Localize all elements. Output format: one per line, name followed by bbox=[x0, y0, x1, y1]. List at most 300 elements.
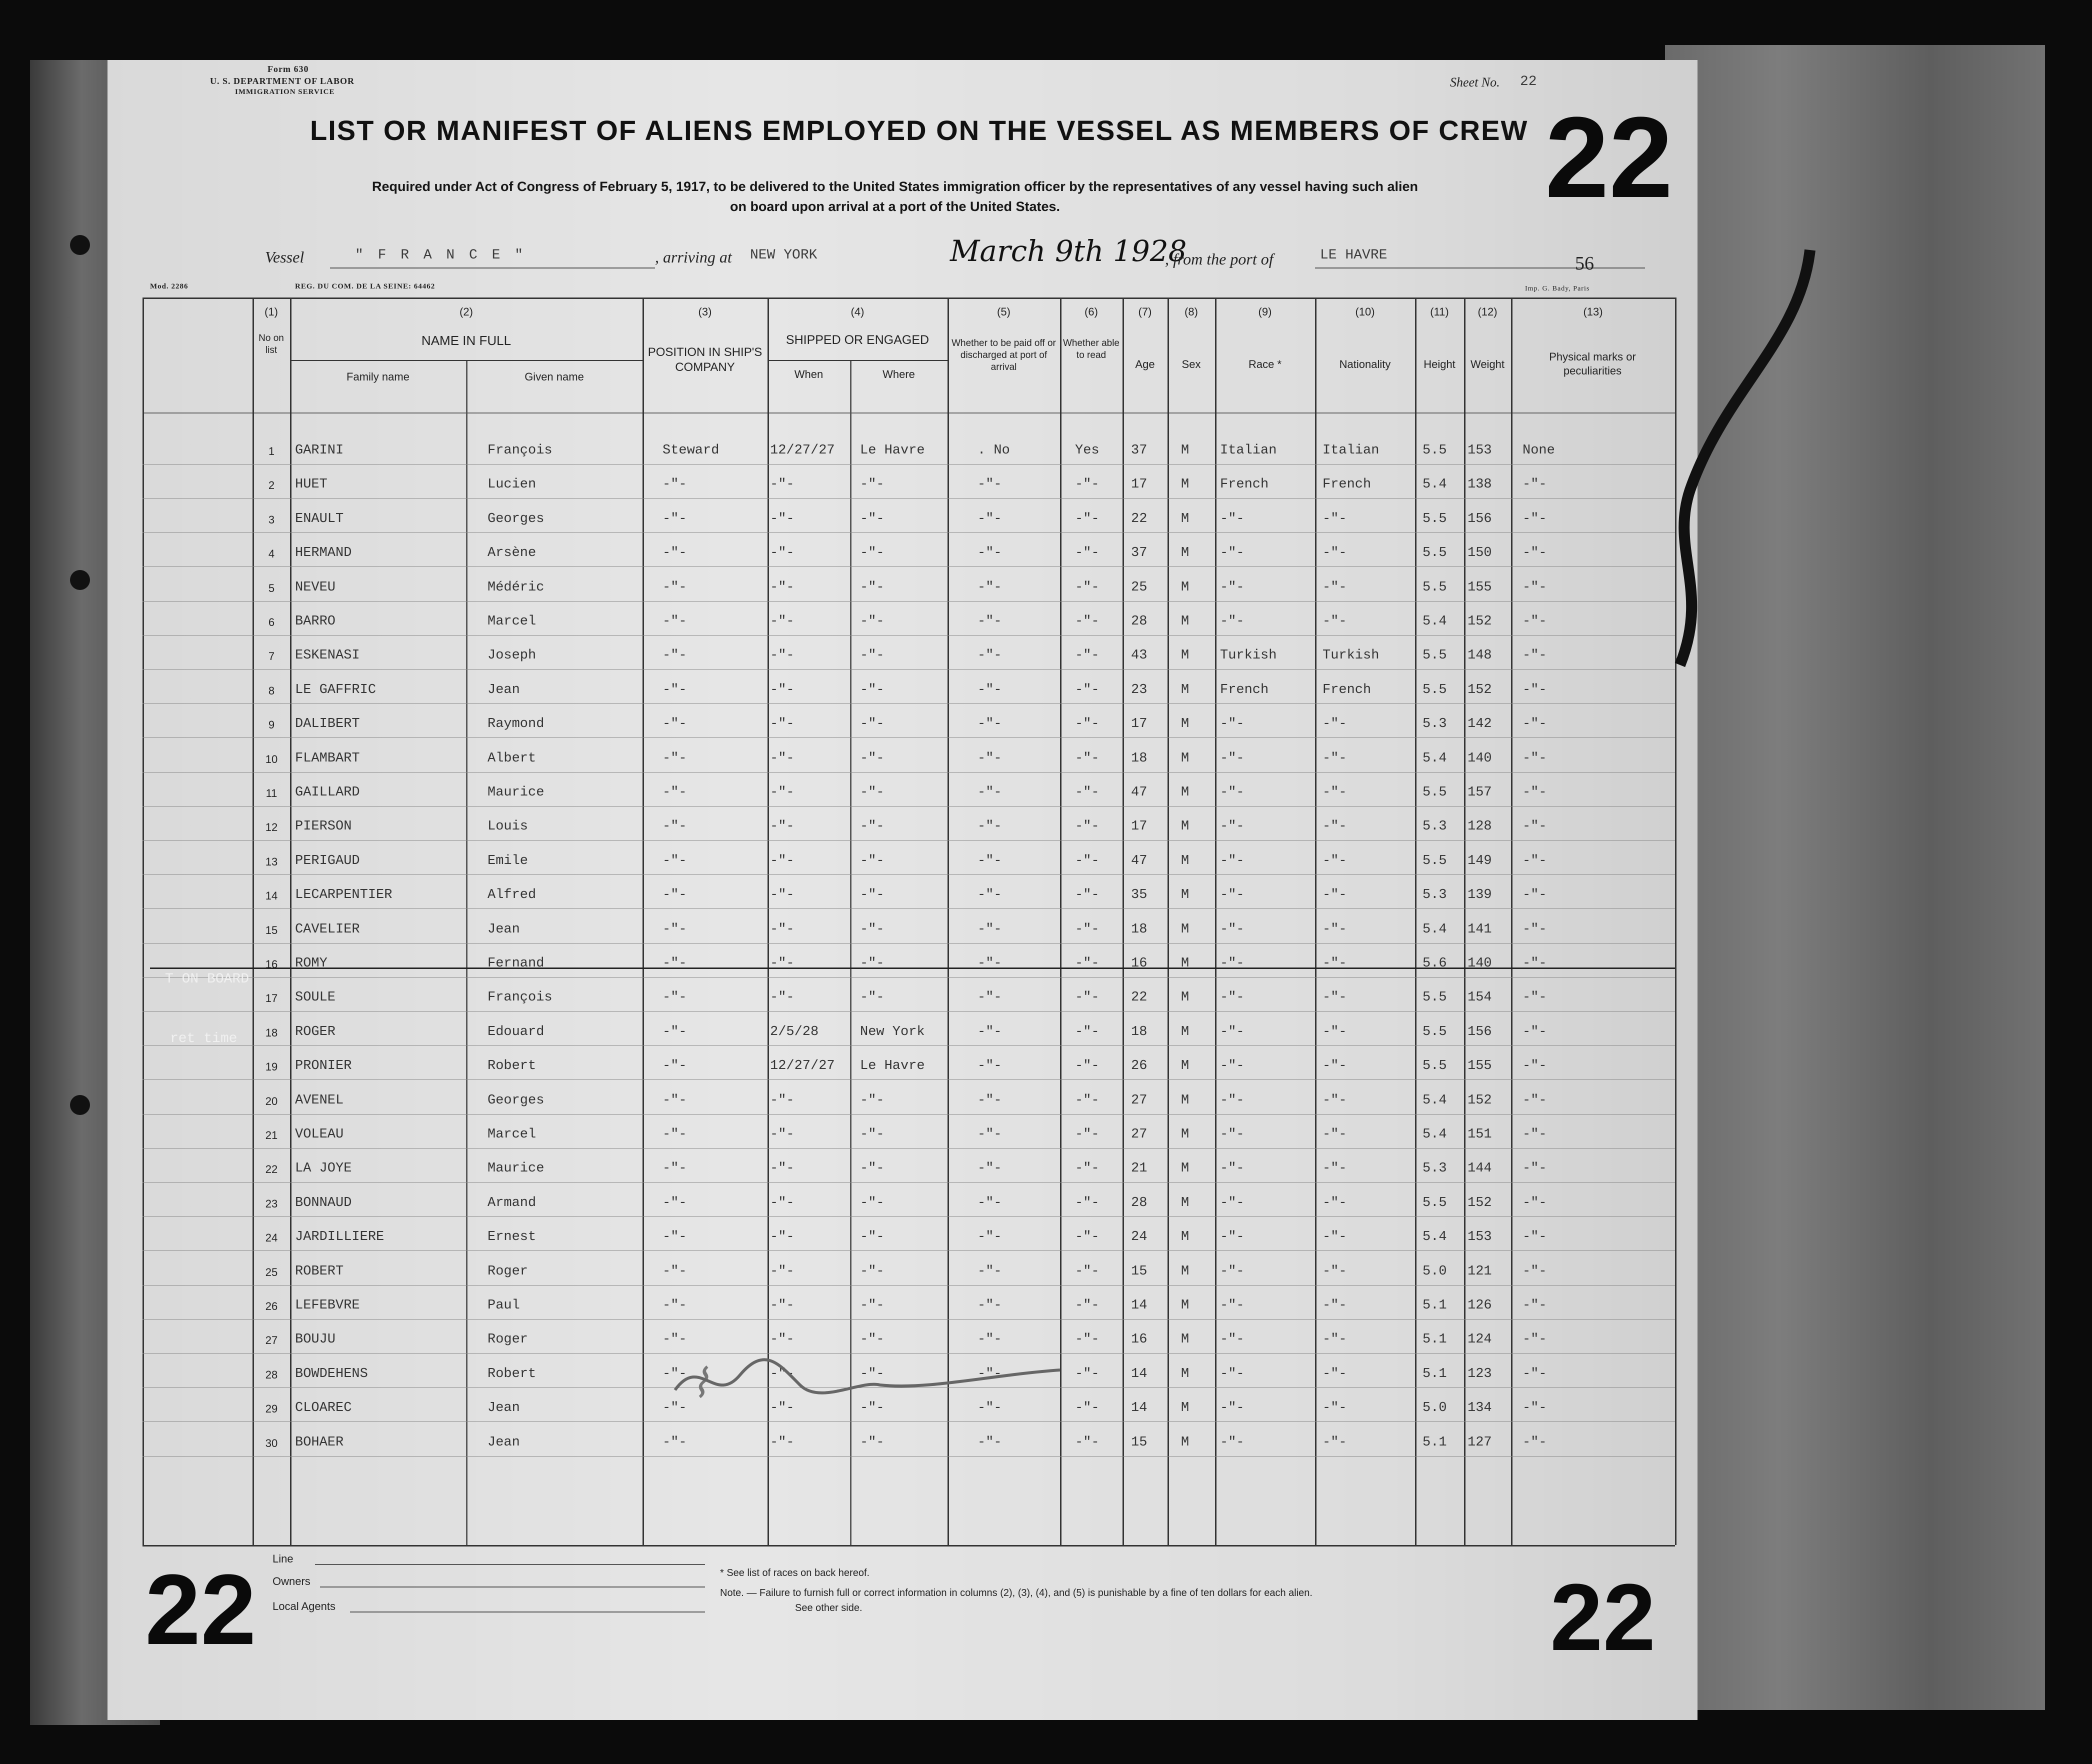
cell-when: 12/27/27 bbox=[770, 443, 835, 458]
cell-position: -"- bbox=[662, 1435, 687, 1450]
row-number: 29 bbox=[265, 1402, 278, 1415]
cell-read: -"- bbox=[1075, 546, 1100, 560]
row-rule bbox=[142, 943, 1675, 944]
cell-age: 14 bbox=[1131, 1298, 1148, 1313]
cell-height: 5.5 bbox=[1422, 443, 1447, 458]
cell-marks: -"- bbox=[1522, 819, 1547, 834]
table-bottom-border bbox=[142, 1545, 1675, 1546]
cell-family: PRONIER bbox=[295, 1058, 352, 1074]
col8-number: (8) bbox=[1184, 306, 1198, 318]
cell-where: -"- bbox=[860, 990, 884, 1005]
cell-read: -"- bbox=[1075, 956, 1100, 971]
row-rule bbox=[142, 601, 1675, 602]
table-header-border bbox=[142, 412, 1675, 414]
col4-number: (4) bbox=[850, 306, 864, 318]
cell-nat: -"- bbox=[1322, 1264, 1347, 1279]
cell-age: 14 bbox=[1131, 1400, 1148, 1416]
cell-position: -"- bbox=[662, 1093, 687, 1108]
cell-paid: -"- bbox=[978, 854, 1002, 868]
cell-race: -"- bbox=[1220, 956, 1244, 971]
cell-nat: -"- bbox=[1322, 546, 1347, 560]
binder-hole bbox=[70, 1095, 90, 1115]
row-number: 18 bbox=[265, 1026, 278, 1039]
cell-when: -"- bbox=[770, 1264, 794, 1279]
cell-height: 5.4 bbox=[1422, 477, 1447, 492]
cell-given: Joseph bbox=[488, 648, 536, 663]
cell-nat: Turkish bbox=[1322, 648, 1380, 663]
cell-height: 5.5 bbox=[1422, 1024, 1447, 1040]
cell-age: 16 bbox=[1131, 956, 1148, 971]
cell-paid: -"- bbox=[978, 1264, 1002, 1279]
row-rule bbox=[142, 1011, 1675, 1012]
cell-where: -"- bbox=[860, 1435, 884, 1450]
cell-marks: -"- bbox=[1522, 854, 1547, 868]
handwritten-signature: ⌇ bbox=[690, 1360, 710, 1406]
cell-weight: 157 bbox=[1468, 785, 1492, 800]
cell-given: Marcel bbox=[488, 1127, 536, 1142]
cell-sex: M bbox=[1181, 956, 1190, 971]
cell-where: -"- bbox=[860, 1264, 884, 1279]
cell-height: 5.4 bbox=[1422, 1093, 1447, 1108]
cell-family: GAILLARD bbox=[295, 785, 360, 800]
cell-age: 37 bbox=[1131, 443, 1148, 458]
cell-position: -"- bbox=[662, 1127, 687, 1142]
cell-sex: M bbox=[1181, 477, 1190, 492]
cell-marks: -"- bbox=[1522, 1161, 1547, 1176]
cell-paid: -"- bbox=[978, 990, 1002, 1005]
cell-when: -"- bbox=[770, 580, 794, 595]
col3-header: POSITION IN SHIP'S COMPANY bbox=[648, 346, 762, 374]
cell-where: -"- bbox=[860, 1332, 884, 1347]
cell-position: -"- bbox=[662, 1366, 687, 1382]
row-number: 5 bbox=[268, 582, 275, 594]
cell-height: 5.3 bbox=[1422, 819, 1447, 834]
cell-weight: 156 bbox=[1468, 512, 1492, 526]
marks-header: Physical marks or peculiarities bbox=[1549, 350, 1636, 377]
cell-weight: 138 bbox=[1468, 477, 1492, 492]
cell-when: -"- bbox=[770, 1366, 794, 1382]
cell-when: -"- bbox=[770, 1127, 794, 1142]
cell-height: 5.3 bbox=[1422, 1161, 1447, 1176]
cell-race: -"- bbox=[1220, 580, 1244, 595]
cell-paid: -"- bbox=[978, 785, 1002, 800]
cell-sex: M bbox=[1181, 1332, 1190, 1347]
cell-given: Paul bbox=[488, 1298, 520, 1313]
cell-position: -"- bbox=[662, 1332, 687, 1347]
cell-when: -"- bbox=[770, 614, 794, 629]
cell-height: 5.5 bbox=[1422, 1058, 1447, 1074]
cell-marks: -"- bbox=[1522, 1400, 1547, 1416]
cell-given: Maurice bbox=[488, 785, 544, 800]
cell-age: 43 bbox=[1131, 648, 1148, 663]
arrival-date: March 9th 1928 bbox=[950, 234, 1187, 268]
departure-port: LE HAVRE bbox=[1320, 248, 1388, 263]
cell-sex: M bbox=[1181, 1230, 1190, 1244]
cell-given: Lucien bbox=[488, 477, 536, 492]
cell-given: Edouard bbox=[488, 1024, 544, 1040]
col4-header: SHIPPED OR ENGAGED bbox=[786, 333, 930, 347]
col-border bbox=[1315, 298, 1316, 1545]
cell-age: 18 bbox=[1131, 1024, 1148, 1040]
cell-where: -"- bbox=[860, 682, 884, 698]
cell-nat: -"- bbox=[1322, 1058, 1347, 1074]
cell-sex: M bbox=[1181, 443, 1190, 458]
cell-nat: -"- bbox=[1322, 580, 1347, 595]
cell-age: 15 bbox=[1131, 1264, 1148, 1279]
cell-marks: -"- bbox=[1522, 888, 1547, 902]
cell-when: -"- bbox=[770, 1161, 794, 1176]
cell-race: -"- bbox=[1220, 751, 1244, 766]
cell-age: 14 bbox=[1131, 1366, 1148, 1382]
row-rule bbox=[142, 669, 1675, 670]
cell-weight: 124 bbox=[1468, 1332, 1492, 1347]
cell-weight: 142 bbox=[1468, 716, 1492, 732]
col12-number: (12) bbox=[1478, 306, 1498, 318]
department: U. S. DEPARTMENT OF LABOR bbox=[210, 76, 355, 86]
footer-local-agents: Local Agents bbox=[272, 1600, 336, 1612]
row-number: 1 bbox=[268, 445, 275, 458]
col-border bbox=[642, 298, 644, 1545]
cell-position: -"- bbox=[662, 1161, 687, 1176]
cell-height: 5.5 bbox=[1422, 546, 1447, 560]
cell-when: 12/27/27 bbox=[770, 1058, 835, 1074]
cell-nat: -"- bbox=[1322, 990, 1347, 1005]
cell-age: 26 bbox=[1131, 1058, 1148, 1074]
cell-family: ROGER bbox=[295, 1024, 336, 1040]
cell-when: -"- bbox=[770, 819, 794, 834]
cell-given: Ernest bbox=[488, 1230, 536, 1244]
cell-read: -"- bbox=[1075, 1332, 1100, 1347]
subheader-border bbox=[768, 360, 948, 361]
cell-when: -"- bbox=[770, 716, 794, 732]
cell-race: -"- bbox=[1220, 1161, 1244, 1176]
cell-height: 5.4 bbox=[1422, 1230, 1447, 1244]
cell-position: -"- bbox=[662, 956, 687, 971]
cell-where: -"- bbox=[860, 1196, 884, 1210]
col5-number: (5) bbox=[997, 306, 1010, 318]
cell-given: Roger bbox=[488, 1264, 528, 1279]
cell-position: -"- bbox=[662, 477, 687, 492]
cell-nat: French bbox=[1322, 477, 1372, 492]
cell-family: ESKENASI bbox=[295, 648, 360, 663]
cell-marks: -"- bbox=[1522, 580, 1547, 595]
cell-nat: -"- bbox=[1322, 819, 1347, 834]
vessel-name: " F R A N C E " bbox=[355, 248, 526, 263]
cell-position: -"- bbox=[662, 1058, 687, 1074]
cell-given: François bbox=[488, 443, 552, 458]
cell-age: 15 bbox=[1131, 1435, 1148, 1450]
cell-marks: -"- bbox=[1522, 1093, 1547, 1108]
footer-note-fine: Note. — Failure to furnish full or correct information in columns (2), (3), (4), and (5) is punishable by a fine of ten dollars for each alien. bbox=[720, 1588, 1312, 1598]
sheet-label: Sheet No. bbox=[1450, 75, 1500, 90]
binder-hole bbox=[70, 570, 90, 590]
cell-height: 5.1 bbox=[1422, 1366, 1447, 1382]
cell-race: French bbox=[1220, 682, 1269, 698]
table-top-border bbox=[142, 298, 1675, 299]
cell-paid: -"- bbox=[978, 751, 1002, 766]
cell-sex: M bbox=[1181, 1127, 1190, 1142]
cell-when: -"- bbox=[770, 477, 794, 492]
col6-number: (6) bbox=[1084, 306, 1098, 318]
cell-where: -"- bbox=[860, 546, 884, 560]
cell-weight: 126 bbox=[1468, 1298, 1492, 1313]
cell-family: ROMY bbox=[295, 956, 328, 971]
cell-given: Albert bbox=[488, 751, 536, 766]
cell-given: Médéric bbox=[488, 580, 544, 595]
cell-where: -"- bbox=[860, 1127, 884, 1142]
cell-height: 5.4 bbox=[1422, 922, 1447, 937]
cell-family: CAVELIER bbox=[295, 922, 360, 937]
cell-nat: -"- bbox=[1322, 1366, 1347, 1382]
col7-number: (7) bbox=[1138, 306, 1152, 318]
cell-weight: 152 bbox=[1468, 1093, 1492, 1108]
cell-weight: 121 bbox=[1468, 1264, 1492, 1279]
cell-height: 5.5 bbox=[1422, 854, 1447, 868]
cell-paid: -"- bbox=[978, 648, 1002, 663]
cell-nat: -"- bbox=[1322, 1024, 1347, 1040]
cell-where: -"- bbox=[860, 580, 884, 595]
cell-nat: -"- bbox=[1322, 1093, 1347, 1108]
cell-race: -"- bbox=[1220, 785, 1244, 800]
col2-header: NAME IN FULL bbox=[421, 333, 512, 348]
row-number: 21 bbox=[265, 1129, 278, 1142]
row-rule bbox=[142, 1285, 1675, 1286]
cell-family: BONNAUD bbox=[295, 1196, 352, 1210]
cell-height: 5.5 bbox=[1422, 580, 1447, 595]
footer-note-see-other-side: See other side. bbox=[795, 1602, 862, 1614]
cell-family: ENAULT bbox=[295, 512, 344, 526]
cell-read: -"- bbox=[1075, 1264, 1100, 1279]
cell-paid: -"- bbox=[978, 956, 1002, 971]
row-rule bbox=[142, 1319, 1675, 1320]
cell-read: -"- bbox=[1075, 1230, 1100, 1244]
cell-position: -"- bbox=[662, 580, 687, 595]
cell-paid: -"- bbox=[978, 580, 1002, 595]
cell-nat: -"- bbox=[1322, 854, 1347, 868]
cell-position: -"- bbox=[662, 546, 687, 560]
cell-where: -"- bbox=[860, 1400, 884, 1416]
cell-family: FLAMBART bbox=[295, 751, 360, 766]
cell-position: -"- bbox=[662, 614, 687, 629]
cell-race: -"- bbox=[1220, 1024, 1244, 1040]
cell-read: -"- bbox=[1075, 1127, 1100, 1142]
cell-nat: -"- bbox=[1322, 1435, 1347, 1450]
cell-paid: . No bbox=[978, 443, 1010, 458]
cell-given: Raymond bbox=[488, 716, 544, 732]
cell-position: -"- bbox=[662, 819, 687, 834]
cell-race: -"- bbox=[1220, 854, 1244, 868]
cell-where: -"- bbox=[860, 922, 884, 937]
cell-paid: -"- bbox=[978, 819, 1002, 834]
page-title: LIST OR MANIFEST OF ALIENS EMPLOYED ON THE VESSEL AS MEMBERS OF CREW bbox=[310, 114, 1528, 146]
binder-hole bbox=[70, 235, 90, 255]
cell-height: 5.5 bbox=[1422, 648, 1447, 663]
cell-marks: -"- bbox=[1522, 922, 1547, 937]
row-number: 25 bbox=[265, 1266, 278, 1278]
cell-height: 5.5 bbox=[1422, 785, 1447, 800]
cell-paid: -"- bbox=[978, 1298, 1002, 1313]
cell-race: -"- bbox=[1220, 1298, 1244, 1313]
cell-sex: M bbox=[1181, 546, 1190, 560]
cell-age: 17 bbox=[1131, 819, 1148, 834]
cell-read: -"- bbox=[1075, 580, 1100, 595]
cell-age: 47 bbox=[1131, 854, 1148, 868]
nationality-header: Nationality bbox=[1339, 358, 1391, 370]
cell-sex: M bbox=[1181, 922, 1190, 937]
cell-when: -"- bbox=[770, 1435, 794, 1450]
cell-marks: -"- bbox=[1522, 648, 1547, 663]
cell-age: 24 bbox=[1131, 1230, 1148, 1244]
cell-where: -"- bbox=[860, 751, 884, 766]
cell-race: -"- bbox=[1220, 922, 1244, 937]
row-number: 8 bbox=[268, 684, 275, 697]
row-number: 14 bbox=[265, 890, 278, 902]
cell-given: Armand bbox=[488, 1196, 536, 1210]
cell-when: -"- bbox=[770, 682, 794, 698]
cell-paid: -"- bbox=[978, 1127, 1002, 1142]
cell-race: -"- bbox=[1220, 1332, 1244, 1347]
cell-height: 5.1 bbox=[1422, 1298, 1447, 1313]
cell-family: BOWDEHENS bbox=[295, 1366, 368, 1382]
cell-paid: -"- bbox=[978, 888, 1002, 902]
cell-age: 28 bbox=[1131, 614, 1148, 629]
cell-where: -"- bbox=[860, 1366, 884, 1382]
cell-where: -"- bbox=[860, 854, 884, 868]
footer-note-races: * See list of races on back hereof. bbox=[720, 1568, 870, 1578]
cell-given: Arsène bbox=[488, 546, 536, 560]
cell-marks: -"- bbox=[1522, 1058, 1547, 1074]
cell-when: -"- bbox=[770, 1332, 794, 1347]
cell-when: -"- bbox=[770, 785, 794, 800]
subtitle: Required under Act of Congress of February 5, 1917, to be delivered to the United States immigration officer by the representatives of any vessel having such alien bbox=[372, 179, 1418, 194]
cell-weight: 140 bbox=[1468, 751, 1492, 766]
age-header: Age bbox=[1135, 358, 1155, 370]
cell-marks: -"- bbox=[1522, 512, 1547, 526]
cell-age: 25 bbox=[1131, 580, 1148, 595]
row-rule bbox=[142, 532, 1675, 533]
cell-given: Emile bbox=[488, 854, 528, 868]
cell-sex: M bbox=[1181, 751, 1190, 766]
col-border bbox=[1168, 298, 1169, 1545]
cell-height: 5.1 bbox=[1422, 1332, 1447, 1347]
cell-read: -"- bbox=[1075, 1161, 1100, 1176]
cell-sex: M bbox=[1181, 819, 1190, 834]
cell-read: -"- bbox=[1075, 819, 1100, 834]
mod-number: Mod. 2286 bbox=[150, 282, 188, 290]
arrival-port: NEW YORK bbox=[750, 248, 818, 263]
cell-weight: 156 bbox=[1468, 1024, 1492, 1040]
cell-given: Jean bbox=[488, 922, 520, 937]
cell-nat: -"- bbox=[1322, 888, 1347, 902]
cell-given: Roger bbox=[488, 1332, 528, 1347]
cell-position: -"- bbox=[662, 1298, 687, 1313]
cell-nat: -"- bbox=[1322, 751, 1347, 766]
cell-read: -"- bbox=[1075, 751, 1100, 766]
col1-header: No on list bbox=[258, 333, 284, 356]
row-number: 10 bbox=[265, 753, 278, 766]
cell-marks: -"- bbox=[1522, 785, 1547, 800]
row-number: 20 bbox=[265, 1095, 278, 1108]
weight-header: Weight bbox=[1470, 358, 1505, 370]
cell-marks: -"- bbox=[1522, 546, 1547, 560]
printer: Imp. G. Bady, Paris bbox=[1525, 285, 1590, 292]
cell-where: -"- bbox=[860, 512, 884, 526]
cell-paid: -"- bbox=[978, 546, 1002, 560]
cell-race: -"- bbox=[1220, 1196, 1244, 1210]
cell-race: -"- bbox=[1220, 1366, 1244, 1382]
cell-where: Le Havre bbox=[860, 443, 925, 458]
footer-big-number-left: 22 bbox=[145, 1554, 256, 1666]
cell-family: HERMAND bbox=[295, 546, 352, 560]
cell-read: -"- bbox=[1075, 990, 1100, 1005]
cell-when: -"- bbox=[770, 1298, 794, 1313]
cell-when: -"- bbox=[770, 1196, 794, 1210]
cell-family: LE GAFFRIC bbox=[295, 682, 376, 698]
cell-family: BOHAER bbox=[295, 1435, 344, 1450]
col-border bbox=[466, 360, 468, 1545]
cell-where: -"- bbox=[860, 819, 884, 834]
col5-header: Whether to be paid off or discharged at port of arrival bbox=[952, 338, 1056, 372]
cell-height: 5.4 bbox=[1422, 1127, 1447, 1142]
cell-given: Alfred bbox=[488, 888, 536, 902]
row-number: 16 bbox=[265, 958, 278, 970]
cell-sex: M bbox=[1181, 682, 1190, 698]
cell-when: -"- bbox=[770, 854, 794, 868]
cell-age: 18 bbox=[1131, 751, 1148, 766]
row-rule bbox=[142, 1216, 1675, 1217]
cell-read: -"- bbox=[1075, 1366, 1100, 1382]
row-number: 23 bbox=[265, 1198, 278, 1210]
cell-when: -"- bbox=[770, 922, 794, 937]
cell-height: 5.5 bbox=[1422, 1196, 1447, 1210]
cell-sex: M bbox=[1181, 1298, 1190, 1313]
cell-when: -"- bbox=[770, 512, 794, 526]
cell-race: -"- bbox=[1220, 1093, 1244, 1108]
col-border bbox=[1464, 298, 1466, 1545]
cell-family: SOULE bbox=[295, 990, 336, 1005]
cell-age: 27 bbox=[1131, 1093, 1148, 1108]
cell-position: -"- bbox=[662, 1196, 687, 1210]
cell-nat: -"- bbox=[1322, 1332, 1347, 1347]
cell-weight: 134 bbox=[1468, 1400, 1492, 1416]
cell-where: -"- bbox=[860, 648, 884, 663]
cell-position: -"- bbox=[662, 1230, 687, 1244]
cell-family: JARDILLIERE bbox=[295, 1230, 384, 1244]
cell-position: -"- bbox=[662, 1024, 687, 1040]
service: IMMIGRATION SERVICE bbox=[235, 88, 335, 96]
cell-weight: 148 bbox=[1468, 648, 1492, 663]
cell-age: 21 bbox=[1131, 1161, 1148, 1176]
cell-age: 37 bbox=[1131, 546, 1148, 560]
cell-marks: -"- bbox=[1522, 1366, 1547, 1382]
row-number: 17 bbox=[265, 992, 278, 1004]
cell-given: Robert bbox=[488, 1058, 536, 1074]
cell-family: LECARPENTIER bbox=[295, 888, 392, 902]
cell-read: -"- bbox=[1075, 1024, 1100, 1040]
cell-race: -"- bbox=[1220, 716, 1244, 732]
cell-where: -"- bbox=[860, 477, 884, 492]
arriving-label: , arriving at bbox=[655, 248, 732, 266]
cell-marks: -"- bbox=[1522, 1024, 1547, 1040]
cell-nat: -"- bbox=[1322, 1127, 1347, 1142]
margin-scrawl bbox=[1650, 240, 1830, 690]
cell-paid: -"- bbox=[978, 614, 1002, 629]
col-border bbox=[1511, 298, 1512, 1545]
cell-weight: 128 bbox=[1468, 819, 1492, 834]
row-number: 24 bbox=[265, 1232, 278, 1244]
row-number: 30 bbox=[265, 1437, 278, 1450]
cell-given: Marcel bbox=[488, 614, 536, 629]
